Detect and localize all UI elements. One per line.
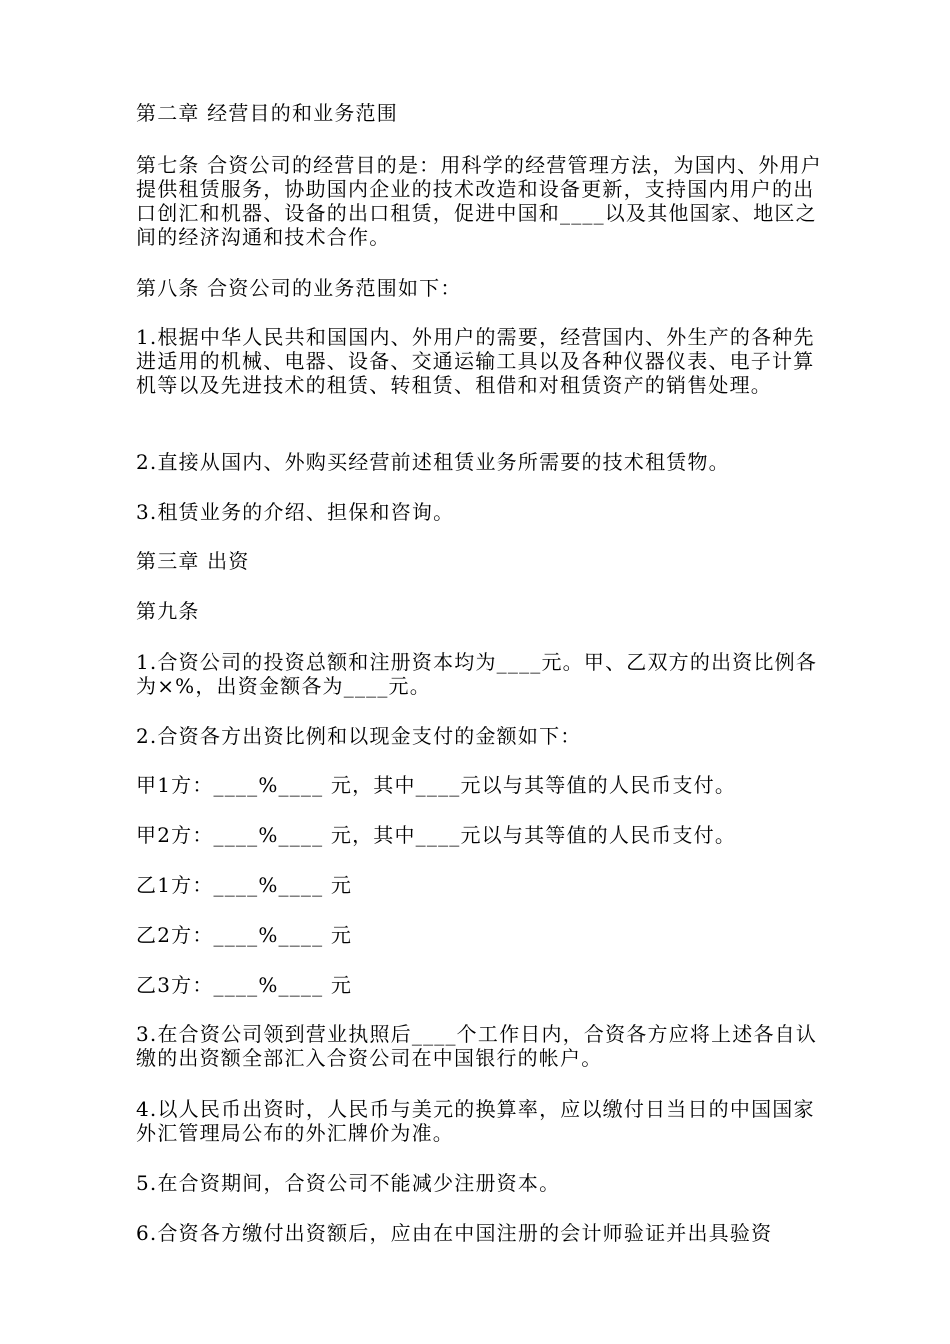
party-a1-contribution: 甲1方：____%____ 元，其中____元以与其等值的人民币支付。 bbox=[136, 773, 737, 797]
capital-item-5: 5.在合资期间，合资公司不能减少注册资本。 bbox=[136, 1171, 561, 1195]
capital-item-4: 4.以人民币出资时，人民币与美元的换算率，应以缴付日当日的中国国家外汇管理局公布的外汇牌价为准。 bbox=[136, 1097, 815, 1145]
chapter-2-heading: 第二章 经营目的和业务范围 bbox=[136, 101, 398, 125]
business-scope-item-1: 1.根据中华人民共和国国内、外用户的需要，经营国内、外生产的各种先进适用的机械、电器、设备、交通运输工具以及各种仪器仪表、电子计算机等以及先进技术的租赁、转租赁、租借和对租赁资产的销售处理。 bbox=[136, 325, 815, 397]
capital-item-2: 2.合资各方出资比例和以现金支付的金额如下： bbox=[136, 724, 582, 748]
chapter-3-heading: 第三章 出资 bbox=[136, 549, 250, 573]
capital-item-6: 6.合资各方缴付出资额后，应由在中国注册的会计师验证并出具验资 bbox=[136, 1221, 773, 1245]
article-8-paragraph: 第八条 合资公司的业务范围如下： bbox=[136, 276, 462, 300]
article-9-heading: 第九条 bbox=[136, 599, 200, 623]
capital-item-1: 1.合资公司的投资总额和注册资本均为____元。甲、乙双方的出资比例各为×%，出资金额各为____元。 bbox=[136, 650, 818, 698]
article-7-paragraph: 第七条 合资公司的经营目的是：用科学的经营管理方法，为国内、外用户提供租赁服务，协助国内企业的技术改造和设备更新，支持国内用户的出口创汇和机器、设备的出口租赁，促进中国和____以及其他国家、地区之间的经济沟通和技术合作。 bbox=[136, 153, 822, 249]
capital-item-3: 3.在合资公司领到营业执照后____个工作日内，合资各方应将上述各自认缴的出资额全部汇入合资公司在中国银行的帐户。 bbox=[136, 1022, 818, 1070]
business-scope-item-3: 3.租赁业务的介绍、担保和咨询。 bbox=[136, 500, 455, 524]
party-b3-contribution: 乙3方：____%____ 元 bbox=[136, 973, 353, 997]
party-b2-contribution: 乙2方：____%____ 元 bbox=[136, 923, 353, 947]
party-a2-contribution: 甲2方：____%____ 元，其中____元以与其等值的人民币支付。 bbox=[136, 823, 737, 847]
business-scope-item-2: 2.直接从国内、外购买经营前述租赁业务所需要的技术租赁物。 bbox=[136, 450, 730, 474]
party-b1-contribution: 乙1方：____%____ 元 bbox=[136, 873, 353, 897]
